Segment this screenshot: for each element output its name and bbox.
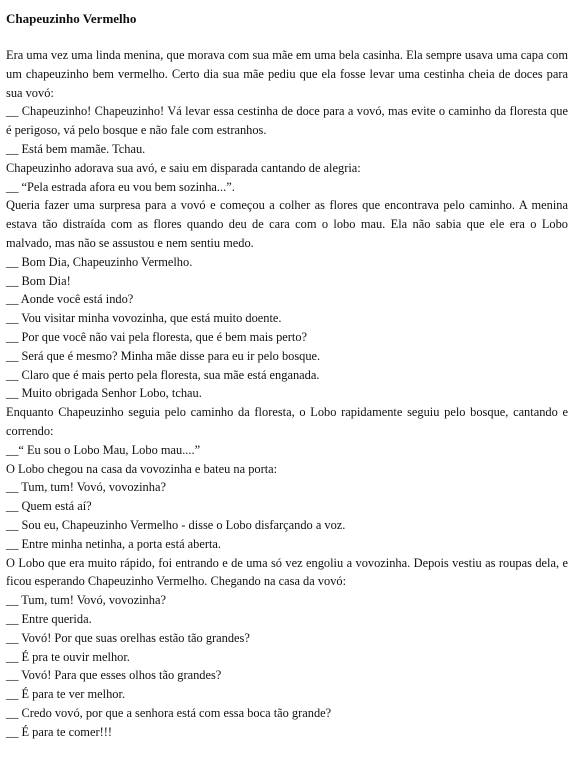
story-line: __ Entre minha netinha, a porta está aberta.: [6, 536, 222, 551]
story-line: __ “Pela estrada afora eu vou bem sozinha...”.: [6, 179, 235, 194]
story-line: __ Tum, tum! Vovó, vovozinha?: [6, 480, 166, 495]
story-paragraph: Enquanto Chapeuzinho seguia pelo caminho da floresta, o Lobo rapidamente seguiu pelo bosque, cantando e correndo:: [6, 405, 568, 438]
story-line: __ Vovó! Para que esses olhos tão grandes?: [6, 668, 222, 683]
story-line: __ Entre querida.: [6, 611, 92, 626]
story-line: __ Bom Dia!: [6, 273, 71, 288]
story-line: __ Quem está aí?: [6, 499, 92, 514]
story-line: __ É pra te ouvir melhor.: [6, 649, 130, 664]
story-line: __ Será que é mesmo? Minha mãe disse para eu ir pelo bosque.: [6, 348, 321, 363]
document-title: Chapeuzinho Vermelho: [6, 11, 137, 26]
story-line: __ Claro que é mais perto pela floresta, sua mãe está enganada.: [6, 367, 320, 382]
story-line: Chapeuzinho adorava sua avó, e saiu em disparada cantando de alegria:: [6, 160, 361, 175]
story-line: __ É para te comer!!!: [6, 724, 112, 739]
story-line: __ Sou eu, Chapeuzinho Vermelho - disse o Lobo disfarçando a voz.: [6, 517, 346, 532]
story-line: __ Por que você não vai pela floresta, que é bem mais perto?: [6, 329, 308, 344]
story-paragraph: Era uma vez uma linda menina, que morava com sua mãe em uma bela casinha. Ela sempre usava uma capa com um chapeuzinho bem vermelho. Certo dia sua mãe pediu que ela fosse levar uma cestinha cheia de doces para sua vovó:: [6, 48, 568, 100]
story-line: __ Credo vovó, por que a senhora está com essa boca tão grande?: [6, 705, 332, 720]
story-line: __ Vou visitar minha vovozinha, que está muito doente.: [6, 311, 282, 326]
story-line: __ Está bem mamãe. Tchau.: [6, 141, 146, 156]
story-line: __ Tum, tum! Vovó, vovozinha?: [6, 593, 166, 608]
story-line: __ É para te ver melhor.: [6, 687, 126, 702]
story-line: __ Vovó! Por que suas orelhas estão tão grandes?: [6, 630, 250, 645]
story-line: __“ Eu sou o Lobo Mau, Lobo mau....”: [6, 442, 201, 457]
story-line: __ Aonde você está indo?: [6, 292, 134, 307]
story-paragraph: __ Chapeuzinho! Chapeuzinho! Vá levar essa cestinha de doce para a vovó, mas evite o caminho da floresta que é perigoso, vá pelo bosque e não fale com estranhos.: [6, 104, 568, 138]
story-paragraph: O Lobo que era muito rápido, foi entrando e de uma só vez engoliu a vovozinha. Depois vestiu as roupas dela, e ficou esperando Chapeuzinho Vermelho. Chegando na casa da vovó:: [6, 555, 568, 589]
story-line: __ Muito obrigada Senhor Lobo, tchau.: [6, 386, 202, 401]
story-line: O Lobo chegou na casa da vovozinha e bateu na porta:: [6, 461, 278, 476]
story-paragraph: Queria fazer uma surpresa para a vovó e começou a colher as flores que encontrava pelo caminho. A menina estava tão distraída com as flores quando deu de cara com o lobo mau. Ela não sabia que ele era o Lobo malvado, mas não se assustou e nem sentiu medo.: [6, 198, 568, 250]
story-body: [6, 46, 568, 741]
story-line: __ Bom Dia, Chapeuzinho Vermelho.: [6, 254, 193, 269]
